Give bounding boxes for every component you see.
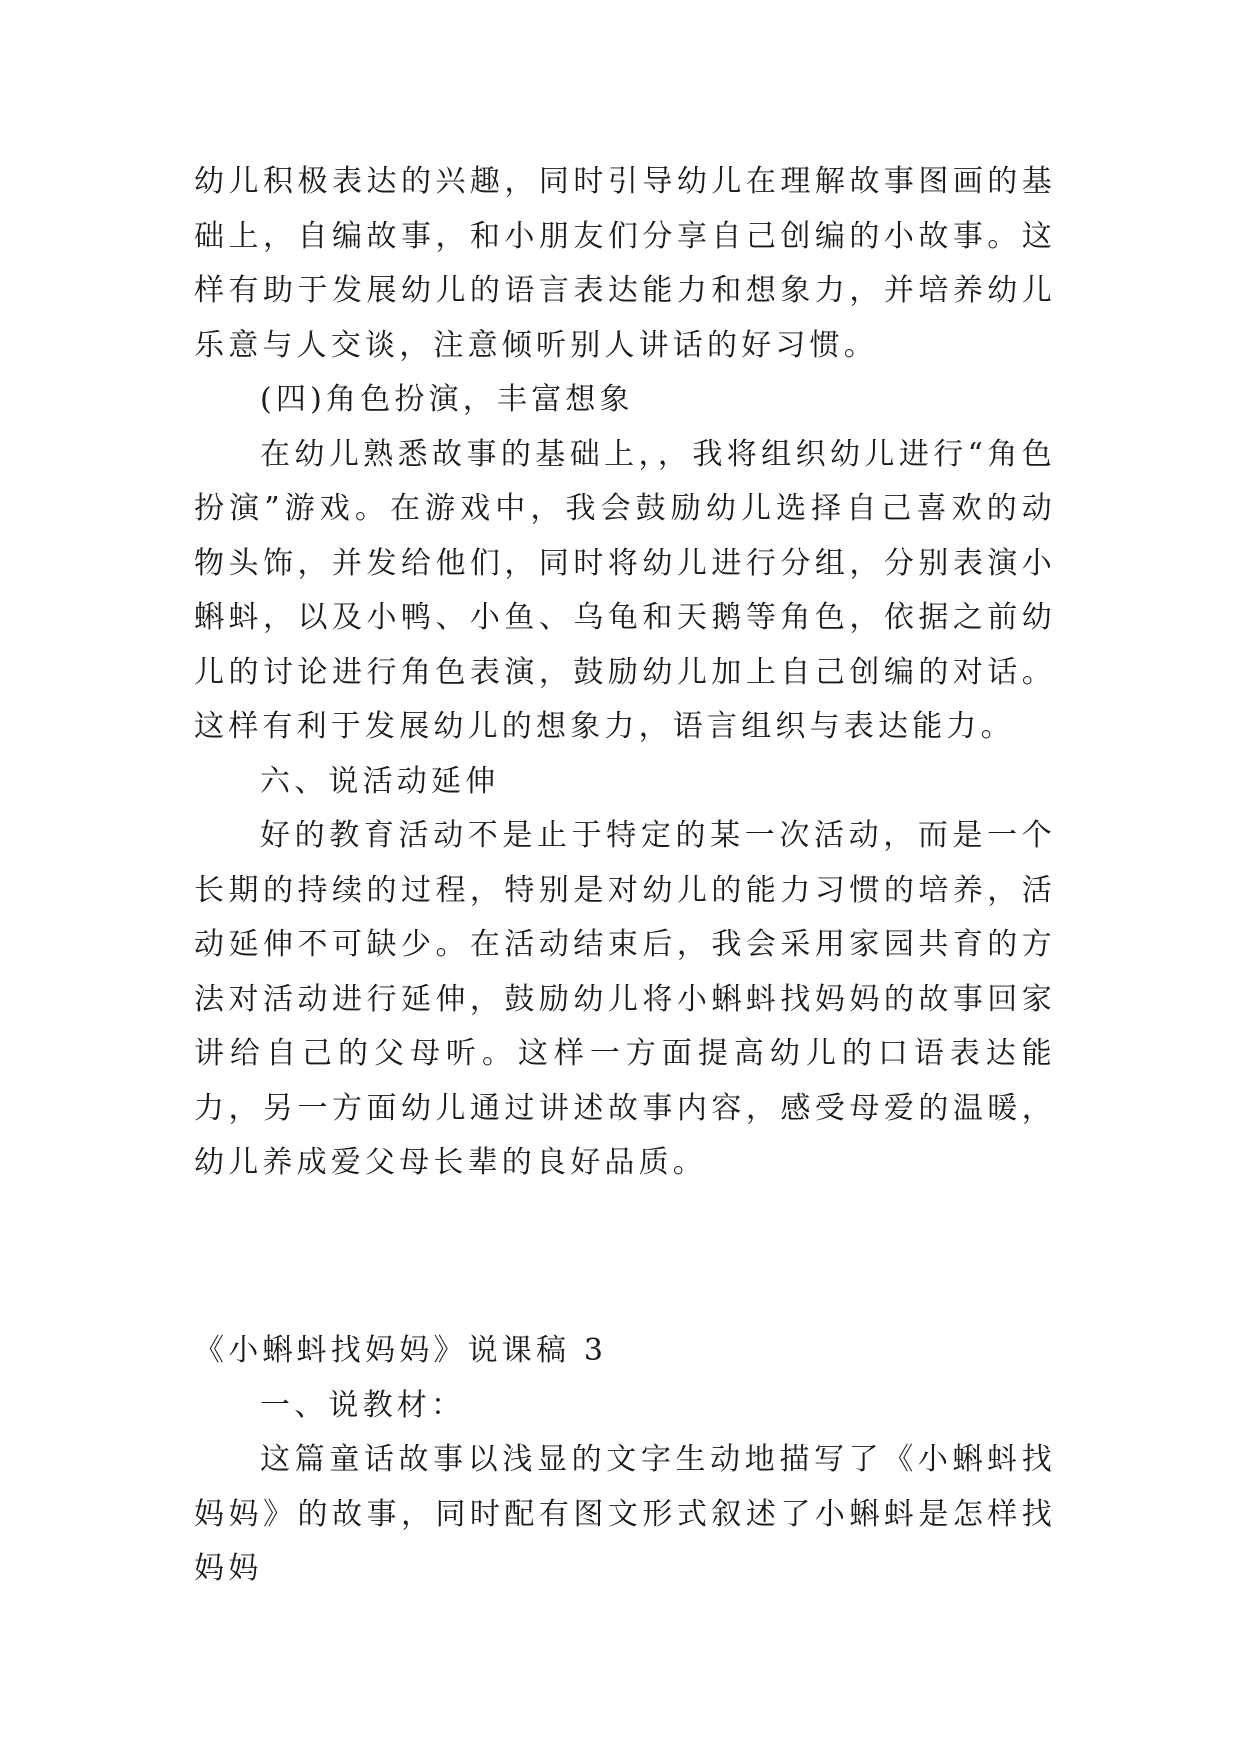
paragraph-teaching-material: 这篇童话故事以浅显的文字生动地描写了《小蝌蚪找妈妈》的故事，同时配有图文形式叙述了小蝌蚪是怎样找妈妈 [194,1442,1056,1586]
body-text-bottom [194,1324,1056,1597]
paragraph-activity-extension: 好的教育活动不是止于特定的某一次活动，而是一个长期的持续的过程，特别是对幼儿的能力习惯的培养，活动延伸不可缺少。在活动结束后，我会采用家园共育的方法对活动进行延伸，鼓励幼儿将小蝌蚪找妈妈的故事回家讲给自己的父母听。这样一方面提高幼儿的口语表达能力，另一方面幼儿通过讲述故事内容，感受母爱的温暖，幼儿养成爱父母长辈的良好品质。 [194,818,1056,1180]
heading-teaching-material: 一、说教材： [260,1387,466,1423]
section-title: 《小蝌蚪找妈妈》说课稿 3 [194,1333,608,1368]
paragraph-role-play: 在幼儿熟悉故事的基础上，，我将组织幼儿进行“角色扮演”游戏。在游戏中，我会鼓励幼儿选择自己喜欢的动物头饰，并发给他们，同时将幼儿进行分组，分别表演小蝌蚪，以及小鸭、小鱼、乌龟和天鹅等角色，依据之前幼儿的讨论进行角色表演，鼓励幼儿加上自己创编的对话。这样有利于发展幼儿的想象力，语言组织与表达能力。 [194,436,1056,744]
body-text-top [194,155,1056,1191]
subheading-role-play: (四)角色扮演，丰富想象 [260,382,634,417]
heading-activity-extension: 六、说活动延伸 [260,763,500,799]
paragraph-continuation: 幼儿积极表达的兴趣，同时引导幼儿在理解故事图画的基础上，自编故事，和小朋友们分享自己创编的小故事。这样有助于发展幼儿的语言表达能力和想象力，并培养幼儿乐意与人交谈，注意倾听别人讲话的好习惯。 [194,164,1056,363]
